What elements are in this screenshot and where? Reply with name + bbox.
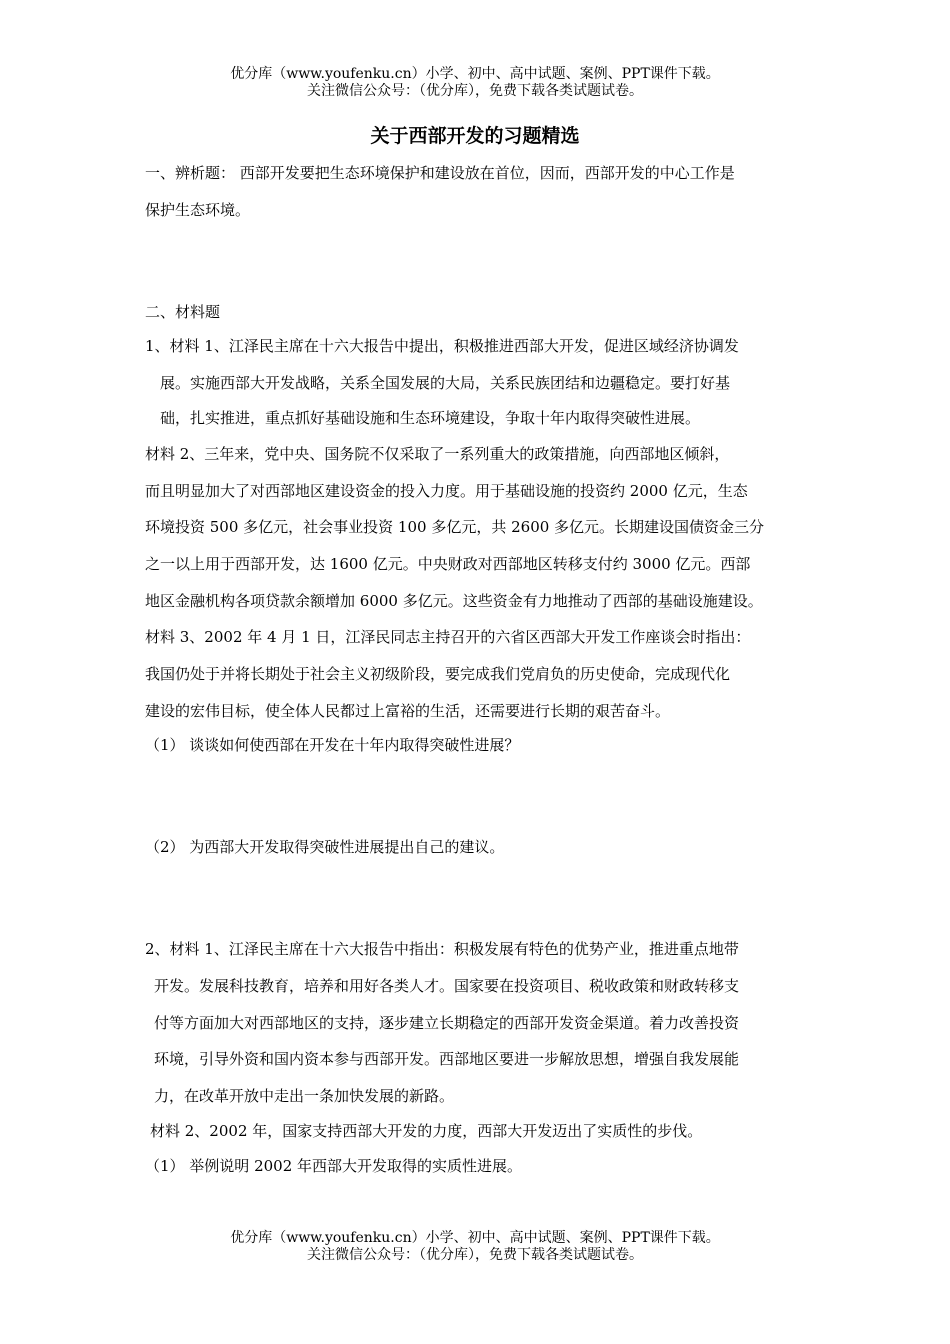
q2-material1-line-3: 付等方面加大对西部地区的支持，逐步建立长期稳定的西部开发资金渠道。着力改善投资 xyxy=(154,1014,740,1032)
q1-question-2: （2） 为西部大开发取得突破性进展提出自己的建议。 xyxy=(145,838,505,856)
q1-material2-line-1: 材料 2、三年来，党中央、国务院不仅采取了一系列重大的政策措施，向西部地区倾斜， xyxy=(145,445,730,463)
q1-material3-line-1: 材料 3、2002 年 4 月 1 日，江泽民同志主持召开的六省区西部大开发工作座谈会时指出： xyxy=(145,628,751,646)
q1-material2-line-2: 而且明显加大了对西部地区建设资金的投入力度。用于基础设施的投资约 2000 亿元，生态 xyxy=(145,482,748,500)
section1-line-1: 一、辨析题： 西部开发要把生态环境保护和建设放在首位，因而，西部开发的中心工作是 xyxy=(145,164,735,182)
q1-question-1: （1） 谈谈如何使西部在开发在十年内取得突破性进展？ xyxy=(145,736,520,754)
footer-line-2: 关注微信公众号：（优分库），免费下载各类试题试卷。 xyxy=(307,1247,643,1263)
page-title: 关于西部开发的习题精选 xyxy=(370,125,580,147)
section1-line-2: 保护生态环境。 xyxy=(145,201,251,219)
header-line-1: 优分库（www.youfenku.cn）小学、初中、高中试题、案例、PPT课件下载。 xyxy=(230,66,720,82)
q1-material2-line-4: 之一以上用于西部开发，达 1600 亿元。中央财政对西部地区转移支付约 3000 亿元。西部 xyxy=(145,555,751,573)
q1-material2-line-3: 环境投资 500 多亿元，社会事业投资 100 多亿元，共 2600 多亿元。长期建设国债资金三分 xyxy=(145,518,765,536)
header-line-2: 关注微信公众号：（优分库），免费下载各类试题试卷。 xyxy=(307,83,643,99)
q2-material1-line-2: 开发。发展科技教育，培养和用好各类人才。国家要在投资项目、税收政策和财政转移支 xyxy=(154,977,740,995)
q2-material1-line-5: 力，在改革开放中走出一条加快发展的新路。 xyxy=(154,1087,455,1105)
section2-heading: 二、材料题 xyxy=(145,303,221,321)
footer-line-1: 优分库（www.youfenku.cn）小学、初中、高中试题、案例、PPT课件下载。 xyxy=(230,1230,720,1246)
q1-material1-line-1: 1、材料 1、江泽民主席在十六大报告中提出，积极推进西部大开发，促进区域经济协调发 xyxy=(145,337,739,355)
page-footer xyxy=(0,1230,950,1264)
q1-material1-line-3: 础，扎实推进，重点抓好基础设施和生态环境建设，争取十年内取得突破性进展。 xyxy=(160,409,701,427)
q2-material2-line-1: 材料 2、2002 年，国家支持西部大开发的力度，西部大开发迈出了实质性的步伐。 xyxy=(150,1122,703,1140)
q2-material1-line-1: 2、材料 1、江泽民主席在十六大报告中指出：积极发展有特色的优势产业，推进重点地带 xyxy=(145,940,739,958)
q1-material1-line-2: 展。实施西部大开发战略，关系全国发展的大局，关系民族团结和边疆稳定。要打好基 xyxy=(160,374,731,392)
page-header xyxy=(0,66,950,100)
q2-question-1: （1） 举例说明 2002 年西部大开发取得的实质性进展。 xyxy=(145,1157,523,1175)
q1-material3-line-2: 我国仍处于并将长期处于社会主义初级阶段，要完成我们党肩负的历史使命，完成现代化 xyxy=(145,665,731,683)
q1-material3-line-3: 建设的宏伟目标，使全体人民都过上富裕的生活，还需要进行长期的艰苦奋斗。 xyxy=(145,702,671,720)
q1-material2-line-5: 地区金融机构各项贷款余额增加 6000 多亿元。这些资金有力地推动了西部的基础设施建设。 xyxy=(145,592,763,610)
q2-material1-line-4: 环境，引导外资和国内资本参与西部开发。西部地区要进一步解放思想，增强自我发展能 xyxy=(154,1050,740,1068)
